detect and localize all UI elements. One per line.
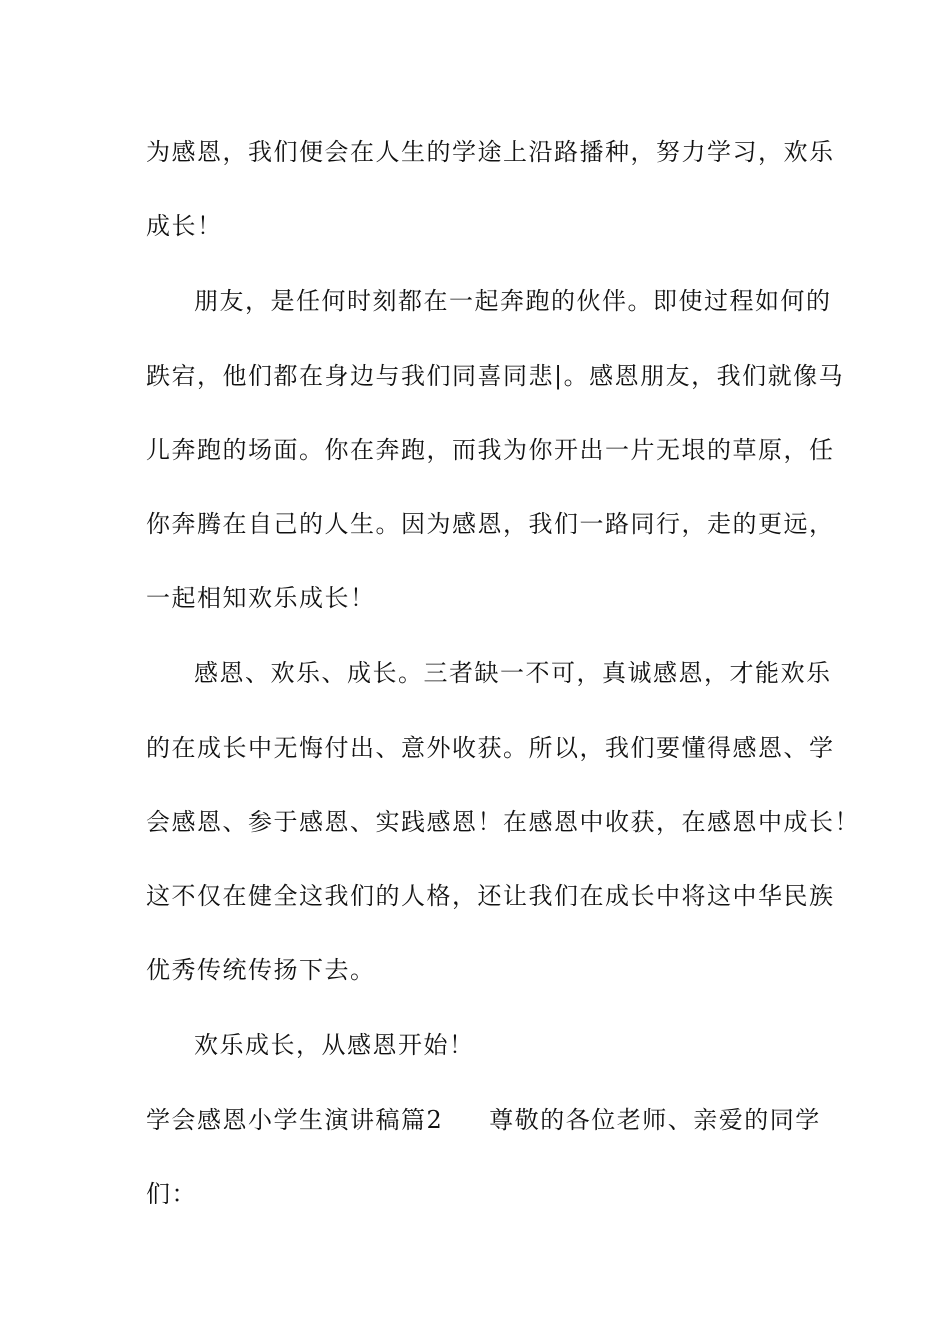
paragraph-line: 朋友，是任何时刻都在一起奔跑的伙伴。即使过程如何的 [194,287,832,315]
paragraph-line: 这不仅在健全这我们的人格，还让我们在成长中将这中华民族 [146,882,835,910]
paragraph-line: 成长！ [146,212,223,240]
heading-line [146,1105,821,1135]
paragraph-line: 你奔腾在自己的人生。因为感恩，我们一路同行，走的更远， [146,510,835,538]
paragraph-line: 跌宕，他们都在身边与我们同喜同悲|。感恩朋友，我们就像马 [146,362,845,390]
paragraph-line: 感恩、欢乐、成长。三者缺一不可，真诚感恩，才能欢乐 [194,659,832,687]
paragraph-line: 们： [146,1180,197,1208]
paragraph-line: 为感恩，我们便会在人生的学途上沿路播种，努力学习，欢乐 [146,138,835,166]
paragraph-line: 儿奔跑的场面。你在奔跑，而我为你开出一片无垠的草原，任 [146,436,835,464]
paragraph-line: 一起相知欢乐成长！ [146,584,376,612]
paragraph-line: 欢乐成长，从感恩开始！ [194,1031,475,1059]
paragraph-line: 的在成长中无悔付出、意外收获。所以，我们要懂得感恩、学 [146,734,835,762]
paragraph-line: 优秀传统传扬下去。 [146,956,376,984]
salutation-text: 尊敬的各位老师、亲爱的同学 [489,1106,821,1134]
paragraph-line: 会感恩、参于感恩、实践感恩！在感恩中收获，在感恩中成长！ [146,808,860,836]
section-heading: 学会感恩小学生演讲稿篇2 [146,1106,444,1134]
